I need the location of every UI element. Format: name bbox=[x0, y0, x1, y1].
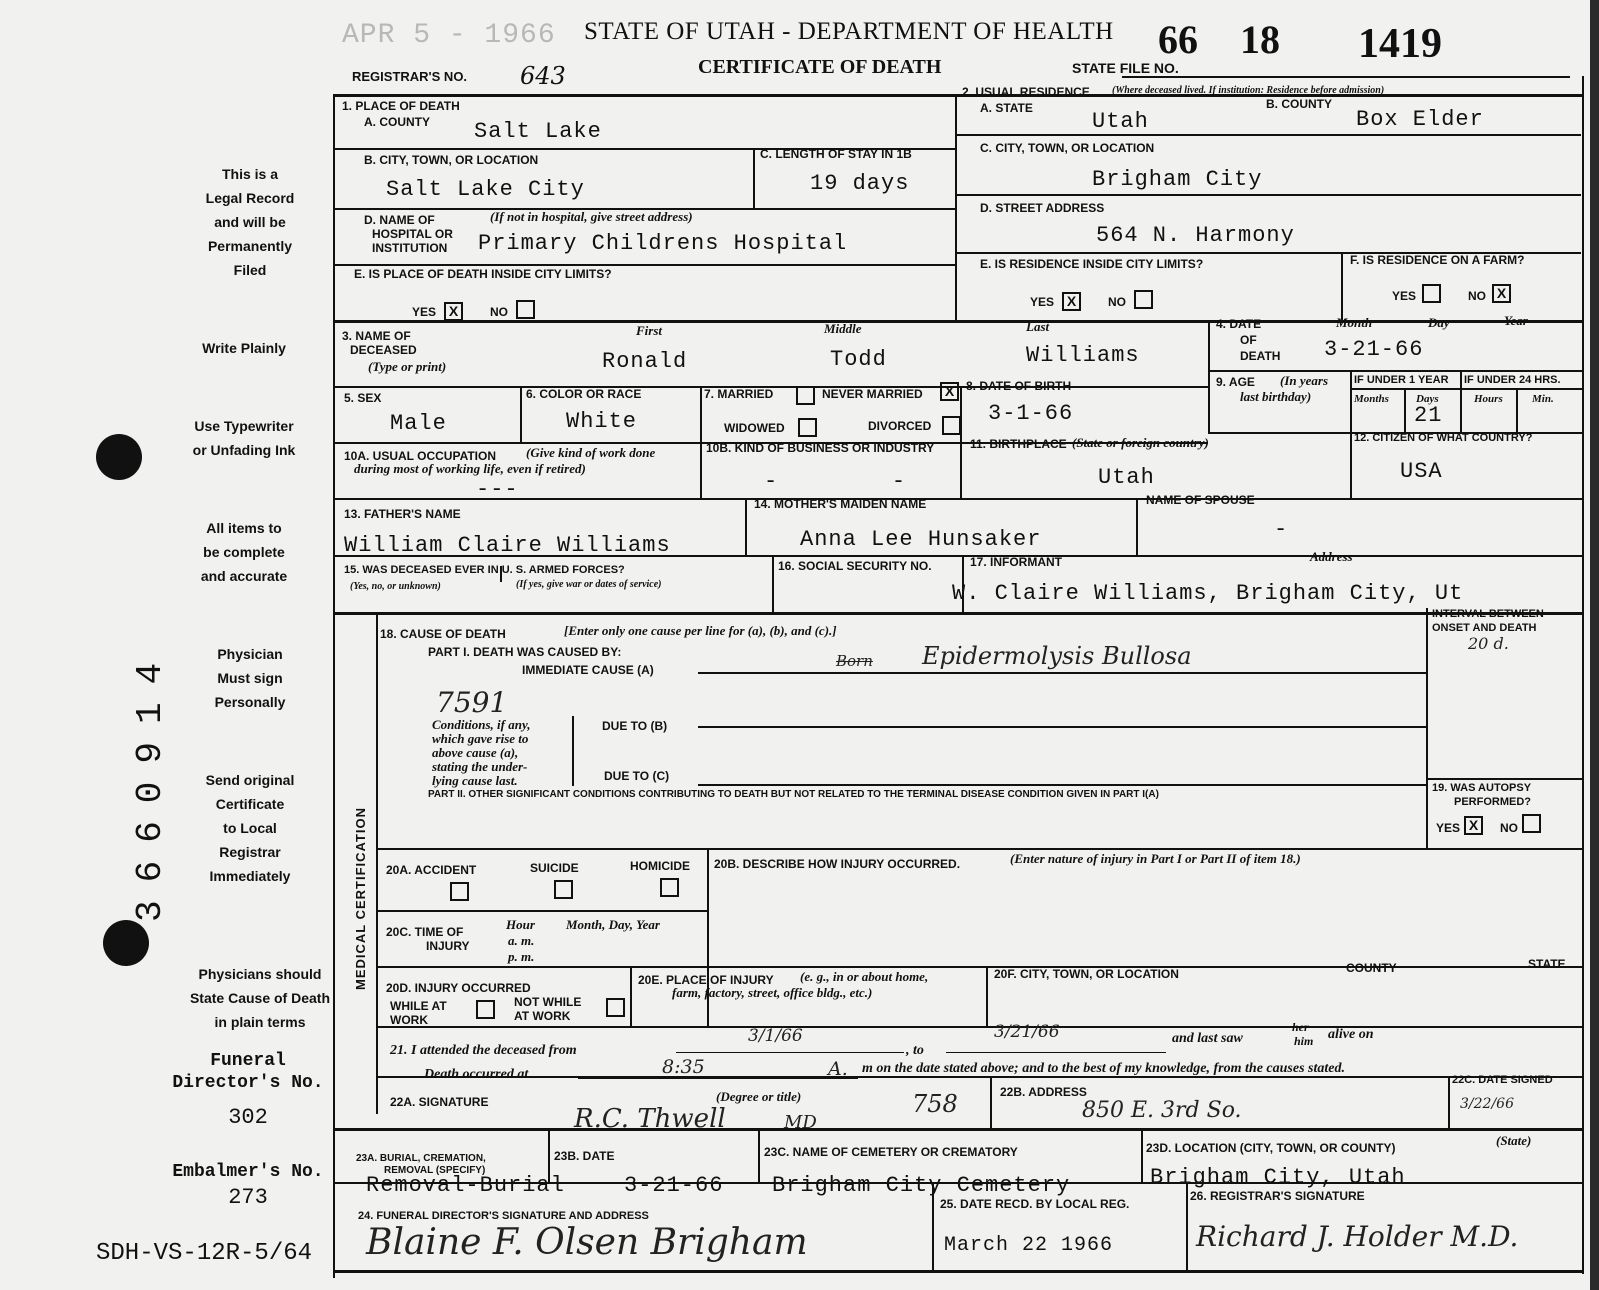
funeral-director-number-label: Funeral Director's No. bbox=[172, 1051, 324, 1093]
under-24-hours-label: IF UNDER 24 HRS. bbox=[1464, 374, 1561, 386]
homicide-checkbox[interactable] bbox=[660, 878, 679, 897]
burial-method-label-1: 23A. BURIAL, CREMATION, bbox=[356, 1153, 486, 1164]
autopsy-no-checkbox[interactable] bbox=[1522, 814, 1541, 833]
birthplace-value: Utah bbox=[1098, 465, 1155, 490]
injury-county-label: COUNTY bbox=[1346, 961, 1397, 975]
hospital-value: Primary Childrens Hospital bbox=[478, 231, 848, 256]
accident-checkbox[interactable] bbox=[450, 882, 469, 901]
physician-number: 758 bbox=[912, 1090, 958, 1118]
funeral-director-number: 302 bbox=[228, 1105, 268, 1130]
place-of-injury-note-2: farm, factory, street, office bldg., etc.) bbox=[672, 985, 873, 1000]
age-label-1: 9. AGE bbox=[1216, 375, 1255, 389]
work-label: WORK bbox=[390, 1013, 428, 1027]
spouse-name-value: - bbox=[1274, 517, 1289, 542]
immediate-cause-label: IMMEDIATE CAUSE (A) bbox=[522, 663, 654, 677]
not-while-label: NOT WHILE bbox=[514, 995, 582, 1009]
date-of-death-label-2: OF bbox=[1240, 333, 1257, 347]
autopsy-yes-label: YES bbox=[1436, 821, 1461, 835]
typewriter-note: Use Typewriter or Unfading Ink bbox=[192, 418, 296, 458]
deceased-name-label-3: (Type or print) bbox=[368, 359, 447, 374]
am-label: a. m. bbox=[508, 933, 535, 948]
months-label: Months bbox=[1354, 393, 1389, 405]
autopsy-label-1: 19. WAS AUTOPSY bbox=[1432, 782, 1532, 794]
send-original-note: Send original Certificate to Local Registrar Immediately bbox=[205, 772, 295, 884]
middle-name-value: Todd bbox=[830, 347, 887, 372]
attended-to-value: 3/21/66 bbox=[994, 1022, 1060, 1042]
street-address-value: 564 N. Harmony bbox=[1096, 223, 1295, 248]
occupation-note-1: (Give kind of work done bbox=[526, 445, 656, 460]
age-label-3: last birthday) bbox=[1240, 389, 1312, 404]
injury-city-label: 20F. CITY, TOWN, OR LOCATION bbox=[994, 967, 1179, 981]
funeral-director-signature-label: 24. FUNERAL DIRECTOR'S SIGNATURE AND ADDRESS bbox=[358, 1210, 649, 1222]
occupation-note-2: during most of working life, even if retired) bbox=[354, 461, 586, 476]
citizen-value: USA bbox=[1400, 459, 1443, 484]
social-security-label: 16. SOCIAL SECURITY NO. bbox=[778, 559, 932, 573]
cause-of-death-label: 18. CAUSE OF DEATH bbox=[380, 627, 506, 641]
state-file-number-part1: 66 bbox=[1158, 17, 1198, 62]
accident-label: 20A. ACCIDENT bbox=[386, 863, 477, 877]
medical-certification-label: MEDICAL CERTIFICATION bbox=[353, 806, 368, 990]
homicide-label: HOMICIDE bbox=[630, 859, 690, 873]
death-time-ampm: A. bbox=[828, 1058, 848, 1080]
place-of-injury-note-1: (e. g., in or about home, bbox=[800, 969, 929, 984]
date-signed-label: 22C. DATE SIGNED bbox=[1452, 1074, 1553, 1086]
death-inside-yes-label: YES bbox=[412, 305, 437, 319]
state-file-label: STATE FILE NO. bbox=[1072, 60, 1179, 76]
mother-maiden-name-value: Anna Lee Hunsaker bbox=[800, 527, 1042, 552]
race-label: 6. COLOR OR RACE bbox=[526, 387, 642, 401]
occupation-label: 10A. USUAL OCCUPATION bbox=[344, 449, 497, 463]
year-label: Year bbox=[1504, 313, 1528, 328]
death-county-label: A. COUNTY bbox=[364, 115, 430, 129]
father-name-label: 13. FATHER'S NAME bbox=[344, 507, 461, 521]
death-inside-limits-label: E. IS PLACE OF DEATH INSIDE CITY LIMITS? bbox=[354, 267, 612, 281]
death-city-label: B. CITY, TOWN, OR LOCATION bbox=[364, 153, 539, 167]
received-date-stamp: APR 5 - 1966 bbox=[342, 20, 556, 51]
armed-forces-note-1: (Yes, no, or unknown) bbox=[350, 581, 441, 592]
autopsy-no-label: NO bbox=[1500, 821, 1518, 835]
last-name-label: Last bbox=[1026, 319, 1050, 334]
embalmer-number-label: Embalmer's No. bbox=[172, 1162, 324, 1182]
residence-state-value: Utah bbox=[1092, 109, 1149, 134]
write-plainly-note: Write Plainly bbox=[202, 340, 286, 356]
autopsy-label-2: PERFORMED? bbox=[1454, 796, 1531, 808]
farm-yes-checkbox[interactable] bbox=[1422, 284, 1441, 303]
middle-name-label: Middle bbox=[824, 321, 862, 336]
first-name-value: Ronald bbox=[602, 349, 688, 374]
informant-address-label: Address bbox=[1310, 549, 1353, 564]
deceased-name-label-1: 3. NAME OF bbox=[342, 329, 411, 343]
interval-label-1: INTERVAL BETWEEN bbox=[1432, 608, 1544, 620]
physicians-should-note: Physicians should State Cause of Death in plain terms bbox=[189, 966, 331, 1030]
cause-code: 7591 bbox=[436, 686, 508, 719]
farm-yes-label: YES bbox=[1392, 289, 1417, 303]
attended-from-value: 3/1/66 bbox=[748, 1026, 803, 1046]
first-name-label: First bbox=[636, 323, 663, 338]
cause-of-death-note: [Enter only one cause per line for (a), (b), and (c).] bbox=[564, 623, 837, 638]
citizen-label: 12. CITIZEN OF WHAT COUNTRY? bbox=[1354, 432, 1533, 444]
father-name-value: William Claire Williams bbox=[344, 533, 671, 558]
all-items-note: All items to be complete and accurate bbox=[200, 520, 288, 584]
interval-value: 20 d. bbox=[1468, 634, 1509, 653]
state-paren-label: (State) bbox=[1496, 1133, 1532, 1148]
physician-address-label: 22B. ADDRESS bbox=[1000, 1085, 1087, 1099]
residence-yes-label: YES bbox=[1030, 295, 1055, 309]
physician-signature-label: 22A. SIGNATURE bbox=[390, 1095, 489, 1109]
date-of-death-label-1: 4. DATE bbox=[1216, 317, 1262, 331]
registrar-signature-label: 26. REGISTRAR'S SIGNATURE bbox=[1190, 1189, 1365, 1203]
hospital-label-line1: D. NAME OF bbox=[364, 213, 435, 227]
residence-inside-no-checkbox[interactable] bbox=[1134, 290, 1153, 309]
usual-residence-label: 2. USUAL RESIDENCE bbox=[962, 85, 1090, 99]
death-time-value: 8:35 bbox=[662, 1056, 705, 1078]
conditions-bracket bbox=[572, 716, 582, 786]
time-of-injury-label-2: INJURY bbox=[426, 939, 470, 953]
residence-inside-yes-checkbox[interactable]: X bbox=[1062, 292, 1081, 311]
punch-hole-top bbox=[96, 434, 142, 480]
injury-state-label: STATE bbox=[1528, 957, 1566, 971]
time-of-injury-label-1: 20C. TIME OF bbox=[386, 925, 464, 939]
struck-word: Born bbox=[836, 652, 873, 670]
never-married-checkbox[interactable]: X bbox=[940, 382, 959, 401]
date-of-death-label-3: DEATH bbox=[1240, 349, 1281, 363]
never-married-label: NEVER MARRIED bbox=[822, 387, 923, 401]
burial-location-label: 23D. LOCATION (CITY, TOWN, OR COUNTY) bbox=[1146, 1141, 1396, 1155]
occupation-value: --- bbox=[476, 477, 519, 502]
describe-injury-label: 20B. DESCRIBE HOW INJURY OCCURRED. bbox=[714, 857, 961, 871]
armed-forces-label: 15. WAS DECEASED EVER IN U. S. ARMED FORCES? bbox=[344, 564, 625, 576]
not-while-at-work-checkbox[interactable] bbox=[606, 998, 625, 1017]
registrar-number-value: 643 bbox=[520, 62, 566, 90]
while-at-work-checkbox[interactable] bbox=[476, 1000, 495, 1019]
certification-statement: m on the date stated above; and to the best of my knowledge, from the causes stated. bbox=[862, 1061, 1345, 1076]
immediate-cause-value: Epidermolysis Bullosa bbox=[922, 642, 1192, 670]
suicide-checkbox[interactable] bbox=[554, 880, 573, 899]
hospital-note: (If not in hospital, give street address) bbox=[490, 209, 693, 224]
hour-label: Hour bbox=[506, 917, 535, 932]
date-received-label: 25. DATE RECD. BY LOCAL REG. bbox=[940, 1197, 1130, 1211]
physician-degree: MD bbox=[784, 1112, 817, 1133]
place-of-death-label: 1. PLACE OF DEATH bbox=[342, 99, 460, 113]
registrar-number-label: REGISTRAR'S NO. bbox=[352, 69, 468, 84]
sex-label: 5. SEX bbox=[344, 391, 382, 405]
to-label: , to bbox=[906, 1043, 924, 1058]
physician-sign-note: Physician Must sign Personally bbox=[214, 646, 286, 710]
certificate-title: CERTIFICATE OF DEATH bbox=[698, 56, 942, 78]
birthplace-label: 11. BIRTHPLACE bbox=[970, 437, 1067, 451]
suicide-label: SUICIDE bbox=[530, 861, 579, 875]
at-work-label: AT WORK bbox=[514, 1009, 571, 1023]
part-one-label: PART I. DEATH WAS CAUSED BY: bbox=[428, 645, 622, 659]
while-at-label: WHILE AT bbox=[390, 999, 447, 1013]
death-occurred-at-label: Death occurred at bbox=[424, 1067, 529, 1082]
residence-no-label: NO bbox=[1108, 295, 1126, 309]
state-file-number-part2: 18 bbox=[1240, 17, 1280, 62]
due-to-b-label: DUE TO (B) bbox=[602, 719, 668, 733]
last-saw-label: and last saw bbox=[1172, 1031, 1243, 1046]
widowed-checkbox[interactable] bbox=[798, 418, 817, 437]
death-inside-yes-checkbox[interactable]: X bbox=[444, 302, 463, 321]
informant-label: 17. INFORMANT bbox=[970, 555, 1063, 569]
registrar-signature: Richard J. Holder M.D. bbox=[1196, 1220, 1519, 1253]
hospital-label-line2: HOSPITAL OR bbox=[372, 227, 453, 241]
part-two-label: PART II. OTHER SIGNIFICANT CONDITIONS CONTRIBUTING TO DEATH BUT NOT RELATED TO THE TERMINAL DISEASE CONDITION GIVEN IN PART I(A) bbox=[428, 789, 1159, 800]
farm-no-label: NO bbox=[1468, 289, 1486, 303]
autopsy-yes-checkbox[interactable]: X bbox=[1464, 816, 1483, 835]
residence-note: (Where deceased lived. If institution: Residence before admission) bbox=[1112, 85, 1385, 96]
burial-method-label-2: REMOVAL (SPECIFY) bbox=[384, 1165, 486, 1176]
residence-city-value: Brigham City bbox=[1092, 167, 1263, 192]
hours-label: Hours bbox=[1474, 393, 1503, 405]
place-of-injury-label: 20E. PLACE OF INJURY bbox=[638, 973, 774, 987]
days-label: Days bbox=[1416, 393, 1439, 405]
business-value: - - bbox=[764, 469, 907, 494]
residence-inside-limits-label: E. IS RESIDENCE INSIDE CITY LIMITS? bbox=[980, 257, 1204, 271]
date-signed-value: 3/22/66 bbox=[1460, 1096, 1514, 1112]
conditions-note: Conditions, if any, which gave rise to above cause (a), stating the under- lying cause last. bbox=[432, 717, 531, 788]
under-1-year-label: IF UNDER 1 YEAR bbox=[1354, 374, 1449, 386]
residence-county-value: Box Elder bbox=[1356, 107, 1484, 132]
describe-injury-note: (Enter nature of injury in Part I or Part II of item 18.) bbox=[1010, 851, 1301, 866]
death-city-value: Salt Lake City bbox=[386, 177, 585, 202]
business-label: 10B. KIND OF BUSINESS OR INDUSTRY bbox=[706, 441, 935, 455]
embalmer-number: 273 bbox=[228, 1185, 268, 1210]
length-of-stay-label: C. LENGTH OF STAY IN 1B bbox=[760, 147, 912, 161]
injury-occurred-label: 20D. INJURY OCCURRED bbox=[386, 981, 531, 995]
armed-forces-note-2: (If yes, give war or dates of service) bbox=[516, 579, 662, 590]
divorced-checkbox[interactable] bbox=[942, 416, 961, 435]
day-label: Day bbox=[1428, 315, 1450, 330]
cemetery-label: 23C. NAME OF CEMETERY OR CREMATORY bbox=[764, 1145, 1018, 1159]
burial-method-value: Removal-Burial bbox=[366, 1173, 565, 1198]
physician-address: 850 E. 3rd So. bbox=[1082, 1098, 1242, 1123]
state-file-number-part3: 1419 bbox=[1358, 21, 1442, 67]
farm-label: F. IS RESIDENCE ON A FARM? bbox=[1350, 253, 1525, 267]
age-days-value: 21 bbox=[1414, 403, 1443, 428]
legal-record-note: This is a Legal Record and will be Permanently Filed bbox=[205, 166, 295, 278]
street-address-label: D. STREET ADDRESS bbox=[980, 201, 1105, 215]
length-of-stay-value: 19 days bbox=[810, 171, 910, 196]
date-of-birth-value: 3-1-66 bbox=[988, 401, 1074, 426]
month-day-year-label: Month, Day, Year bbox=[566, 917, 660, 932]
deceased-name-label-2: DECEASED bbox=[350, 343, 417, 357]
month-label: Month bbox=[1336, 315, 1373, 330]
state-department-title: STATE OF UTAH - DEPARTMENT OF HEALTH bbox=[584, 18, 1114, 45]
sex-value: Male bbox=[390, 411, 447, 436]
residence-county-label: B. COUNTY bbox=[1266, 97, 1332, 111]
residence-state-label: A. STATE bbox=[980, 101, 1033, 115]
informant-value: W. Claire Williams, Brigham City, Ut bbox=[952, 581, 1464, 606]
death-inside-no-checkbox[interactable] bbox=[516, 300, 535, 319]
death-county-value: Salt Lake bbox=[474, 119, 602, 144]
burial-location-value: Brigham City, Utah bbox=[1150, 1165, 1406, 1190]
age-label-2: (In years bbox=[1280, 373, 1329, 388]
vertical-file-number: 3660914 bbox=[130, 644, 171, 922]
date-of-death-value: 3-21-66 bbox=[1324, 337, 1424, 362]
farm-no-checkbox[interactable]: X bbox=[1492, 284, 1511, 303]
alive-on-label: alive on bbox=[1328, 1027, 1374, 1042]
burial-date-value: 3-21-66 bbox=[624, 1173, 724, 1198]
married-label: 7. MARRIED bbox=[704, 387, 774, 401]
divorced-label: DIVORCED bbox=[868, 419, 932, 433]
residence-city-label: C. CITY, TOWN, OR LOCATION bbox=[980, 141, 1155, 155]
form-number: SDH-VS-12R-5/64 bbox=[96, 1240, 313, 1267]
pm-label: p. m. bbox=[508, 949, 535, 964]
cemetery-value: Brigham City Cemetery bbox=[772, 1173, 1071, 1198]
date-received-value: March 22 1966 bbox=[944, 1234, 1114, 1257]
him-label: him bbox=[1294, 1034, 1314, 1048]
last-name-value: Williams bbox=[1026, 343, 1140, 368]
funeral-director-signature: Blaine F. Olsen Brigham bbox=[366, 1222, 808, 1263]
burial-date-label: 23B. DATE bbox=[554, 1149, 615, 1163]
due-to-c-label: DUE TO (C) bbox=[604, 769, 670, 783]
birthplace-note: (State or foreign country) bbox=[1072, 435, 1209, 450]
hospital-label-line3: INSTITUTION bbox=[372, 241, 448, 255]
spouse-name-label: NAME OF SPOUSE bbox=[1146, 493, 1255, 507]
attended-label: 21. I attended the deceased from bbox=[390, 1043, 577, 1058]
widowed-label: WIDOWED bbox=[724, 421, 785, 435]
date-of-birth-label: 8. DATE OF BIRTH bbox=[966, 379, 1072, 393]
mother-maiden-name-label: 14. MOTHER'S MAIDEN NAME bbox=[754, 497, 927, 511]
min-label: Min. bbox=[1532, 393, 1554, 405]
interval-label-2: ONSET AND DEATH bbox=[1432, 622, 1537, 634]
race-value: White bbox=[566, 409, 638, 434]
death-inside-no-label: NO bbox=[490, 305, 508, 319]
her-label: her bbox=[1292, 1020, 1309, 1034]
degree-label: (Degree or title) bbox=[716, 1089, 802, 1104]
married-checkbox[interactable] bbox=[796, 386, 815, 405]
physician-signature: R.C. Thwell bbox=[574, 1104, 726, 1134]
punch-hole-bottom bbox=[103, 920, 149, 966]
